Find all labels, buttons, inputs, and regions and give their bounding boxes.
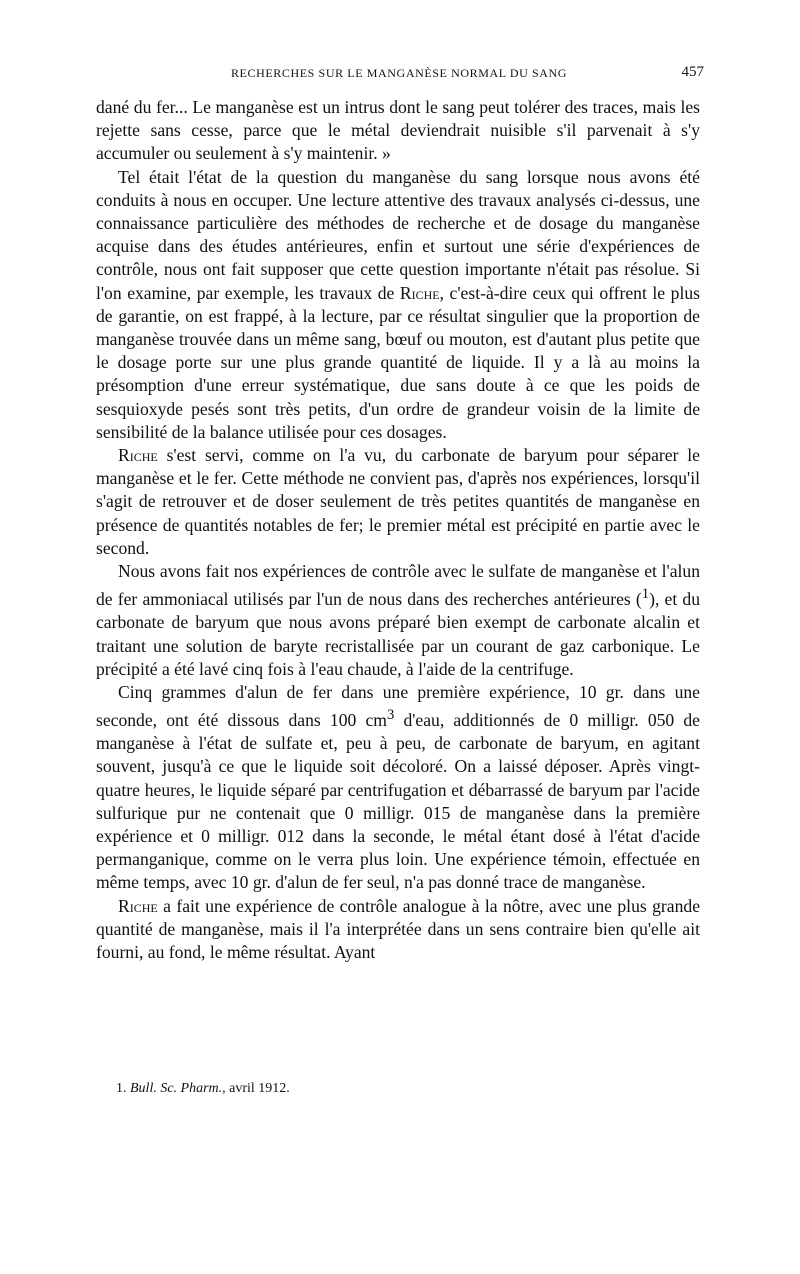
- paragraph-text-continued: d'eau, additionnés de 0 milligr. 050 de manganèse à l'état de sulfate et, peu à peu, de carbonate de baryum, en agitant souvent, jusqu'à ce que le liquide soit décoloré. On a laissé déposer. Après vingt-quatre heures, le liquide séparé par centrifugation et débarrassé de baryum par l'acide sulfurique pur ne contenait que 0 milligr. 015 de manganèse dans la première expérience et 0 milligr. 012 dans la seconde, le métal étant dosé à l'état d'acide permanganique, comme on le verra plus loin. Une expérience témoin, effectuée en même temps, avec 10 gr. d'alun de fer seul, n'a pas donné trace de manganèse.: [96, 710, 700, 893]
- paragraph-5: [96, 681, 700, 895]
- paragraph-text-continued: ), et du carbonate de baryum que nous avons préparé bien exempt de carbonate alcalin et traitant une solution de baryte recristallisée par un courant de gaz carbonique. Le précipité a été lavé cinq fois à l'eau chaude, à l'aide de la centrifuge.: [96, 589, 700, 679]
- paragraph-2: [96, 166, 700, 444]
- footnote-date: , avril 1912.: [222, 1081, 290, 1096]
- footnote-source: Bull. Sc. Pharm.: [130, 1081, 223, 1096]
- footnote: [116, 1080, 696, 1098]
- paragraph-text-continued: , c'est-à-dire ceux qui offrent le plus de garantie, on est frappé, à la lecture, par ce résultat singulier que la proportion de manganèse trouvée dans un même sang, bœuf ou mouton, est d'autant plus petite que le dosage porte sur une plus grande quantité de liquide. Il y a là au moins la présomption d'une erreur systématique, due sans doute à ce que les poids de sesquioxyde pesés sont très petits, d'un ordre de grandeur voisin de la limite de sensibilité de la balance utilisée pour ces dosages.: [96, 282, 700, 442]
- footnote-number: 1.: [116, 1081, 127, 1096]
- paragraph-text: Cinq grammes d'alun de fer dans une première expérience, 10 gr. dans une seconde, ont été dissous dans 100 cm: [96, 681, 700, 730]
- paragraph-text: Tel était l'état de la question du manganèse du sang lorsque nous avons été conduits à nous en occuper. Une lecture attentive des travaux analysés ci-dessus, une connaissance particulière des méthodes de recherche et de dosage du manganèse acquise dans des études antérieures, enfin et surtout une série d'expériences de contrôle, nous ont fait supposer que cette question importante n'était pas résolue. Si l'on examine, par exemple, les travaux de: [96, 166, 700, 303]
- author-name: Riche: [118, 445, 158, 466]
- paragraph-6: [96, 895, 700, 965]
- author-name: Riche: [399, 282, 440, 303]
- paragraph-text: dané du fer... Le manganèse est un intrus dont le sang peut tolérer des traces, mais les rejette sans cesse, parce que le métal deviendrait nuisible s'il parvenait à s'y accumuler ou seulement à s'y maintenir. »: [96, 97, 700, 164]
- body-text: [96, 96, 700, 964]
- paragraph-text: s'est servi, comme on l'a vu, du carbonate de baryum pour séparer le manganèse et le fer. Cette méthode ne convient pas, d'après nos expériences, lorsqu'il s'agit de retrouver et de doser seulement de très petites quantités de manganèse en présence de quantités notables de fer; le premier métal est précipité en partie avec le second.: [96, 445, 700, 558]
- footnote-reference[interactable]: 1: [641, 586, 650, 603]
- paragraph-text: Nous avons fait nos expériences de contrôle avec le sulfate de manganèse et l'alun de fer ammoniacal utilisés par l'un de nous dans des recherches antérieures (: [96, 561, 700, 610]
- paragraph-1: [96, 96, 700, 166]
- author-name: Riche: [118, 895, 158, 916]
- page-number: 457: [681, 64, 704, 80]
- unit-exponent: 3: [386, 707, 395, 724]
- paragraph-text: a fait une expérience de contrôle analogue à la nôtre, avec une plus grande quantité de manganèse, mais il l'a interprétée dans un sens contraire bien qu'elle ait fourni, au fond, le même résultat. Ayant: [96, 895, 700, 963]
- paragraph-4: [96, 560, 700, 681]
- paragraph-3: [96, 444, 700, 560]
- running-title: RECHERCHES SUR LE MANGANÈSE NORMAL DU SANG: [230, 66, 568, 80]
